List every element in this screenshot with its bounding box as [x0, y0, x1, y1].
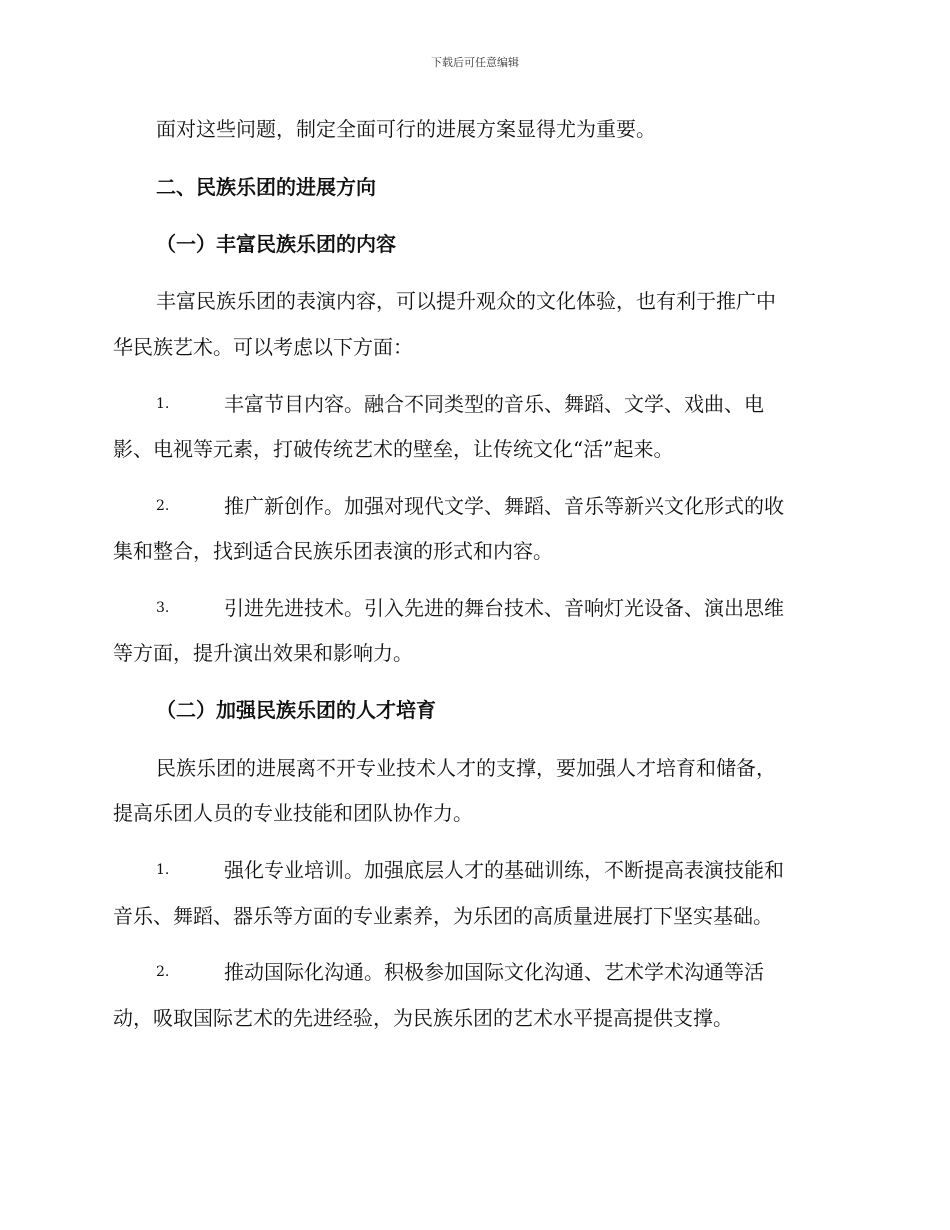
section-heading-2: 二、民族乐团的进展方向 — [156, 175, 376, 199]
list-item-continuation: 音乐、舞蹈、器乐等方面的专业素养，为乐团的高质量进展打下坚实基础。 — [113, 904, 773, 928]
list-item-text: 引进先进技术。引入先进的舞台技术、音响灯光设备、演出思维 — [224, 596, 784, 620]
list-item-text: 丰富节目内容。融合不同类型的音乐、舞蹈、文学、戏曲、电 — [224, 392, 764, 416]
list-item-continuation: 动，吸取国际艺术的先进经验，为民族乐团的艺术水平提高提供支撑。 — [113, 1006, 733, 1030]
page-header: 下载后可任意编辑 — [431, 56, 519, 69]
list-item-text: 强化专业培训。加强底层人才的基础训练，不断提高表演技能和 — [224, 858, 784, 882]
list-item-number: 1. — [156, 396, 170, 412]
list-item-number: 1. — [156, 862, 170, 878]
list-item-number: 2. — [156, 498, 170, 514]
list-item-text: 推动国际化沟通。积极参加国际文化沟通、艺术学术沟通等活 — [224, 960, 764, 984]
paragraph-sub2-line1: 民族乐团的进展离不开专业技术人才的支撑，要加强人才培育和储备， — [156, 756, 776, 780]
list-item-number: 3. — [156, 600, 170, 616]
list-item-continuation: 等方面，提升演出效果和影响力。 — [113, 641, 413, 665]
paragraph-intro: 面对这些问题，制定全面可行的进展方案显得尤为重要。 — [156, 117, 656, 141]
list-item-number: 2. — [156, 964, 170, 980]
paragraph-sub2-line2: 提高乐团人员的专业技能和团队协作力。 — [113, 801, 473, 825]
list-item-continuation: 集和整合，找到适合民族乐团表演的形式和内容。 — [113, 539, 553, 563]
subsection-heading-2: （二）加强民族乐团的人才培育 — [156, 698, 436, 722]
paragraph-sub1-line1: 丰富民族乐团的表演内容，可以提升观众的文化体验，也有利于推广中 — [156, 289, 776, 313]
paragraph-sub1-line2: 华民族艺术。可以考虑以下方面： — [113, 335, 413, 359]
list-item-text: 推广新创作。加强对现代文学、舞蹈、音乐等新兴文化形式的收 — [224, 494, 784, 518]
list-item-continuation: 影、电视等元素，打破传统艺术的壁垒，让传统文化“活”起来。 — [113, 437, 674, 461]
subsection-heading-1: （一）丰富民族乐团的内容 — [156, 232, 396, 256]
